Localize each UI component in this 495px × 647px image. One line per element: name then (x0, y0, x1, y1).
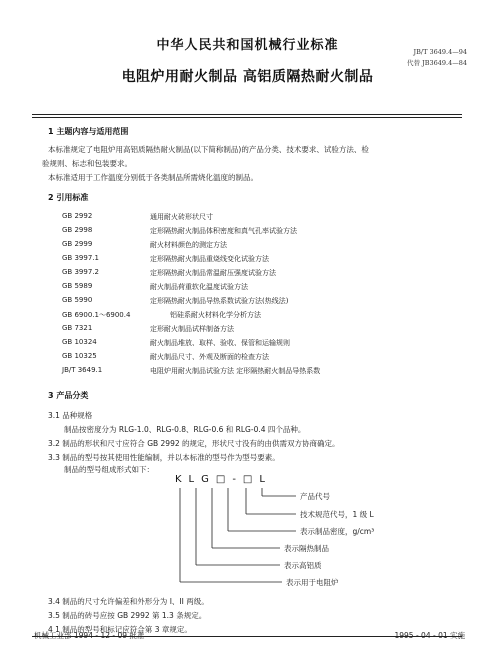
section-1-heading: 1 主题内容与适用范围 (48, 127, 129, 136)
ref-name: 通用耐火砖形状尺寸 (150, 213, 213, 221)
ref-code: GB 7321 (62, 324, 93, 332)
ref-code: GB 6900.1～6900.4 (62, 311, 131, 319)
clause-3-5: 3.5 制品的砖号应按 GB 2992 第 1.3 条规定。 (48, 611, 207, 620)
implementation-date: 1995 - 04 - 01 实施 (394, 631, 465, 640)
ref-code: GB 5990 (62, 296, 93, 304)
clause-3-1-text: 制品按密度分为 RLG-1.0、RLG-0.8、RLG-0.6 和 RLG-0.4 四个品种。 (64, 425, 306, 434)
ref-code: GB 5989 (62, 282, 93, 290)
replaces-standard: 代替 JB3649.4—84 (407, 59, 467, 67)
section-1-paragraph-2: 本标准适用于工作温度分别低于各类制品所需烧化温度的制品。 (48, 173, 258, 182)
section-1-paragraph-1-cont: 验规则、标志和包装要求。 (42, 159, 132, 168)
ref-name: 电阻炉用耐火制品试验方法 定形隔热耐火制品导热系数 (150, 367, 321, 375)
ref-name: 定形隔热耐火制品常温耐压强度试验方法 (150, 269, 276, 277)
section-3-heading: 3 产品分类 (48, 391, 89, 400)
label-product-code: 产品代号 (300, 492, 330, 501)
clause-3-3-form: 制品的型号组成形式如下： (64, 465, 154, 474)
section-1-paragraph-1: 本标准规定了电阻炉用高铝质隔热耐火制品(以下简称制品)的产品分类、技术要求、试验方法、检 (48, 145, 369, 154)
approval-note: 机械工业部 1994 - 12 - 09 批准 (34, 631, 145, 640)
issuing-organization: 中华人民共和国机械行业标准 (156, 38, 339, 53)
ref-name: 定形隔热耐火制品重烧线变化试验方法 (150, 255, 269, 263)
ref-code: GB 2999 (62, 240, 93, 248)
ref-code: GB 3997.1 (62, 254, 99, 262)
ref-code: GB 10324 (62, 338, 97, 346)
label-tech-spec: 技术规范代号，1 级 L (300, 510, 374, 519)
model-code: KLG□-□L (175, 474, 272, 485)
clause-4-1: 4 1 制品的型号和标记应符合第 3 章规定。 (48, 625, 192, 634)
ref-code: GB 2992 (62, 212, 93, 220)
label-resistance-furnace: 表示用于电阻炉 (286, 578, 339, 587)
label-high-alumina: 表示高铝质 (284, 561, 322, 570)
label-insulating: 表示隔热制品 (284, 544, 329, 553)
ref-code: JB/T 3649.1 (62, 366, 103, 374)
clause-3-1: 3.1 品种规格 (48, 411, 93, 420)
ref-name: 耐火制品堆放、取样、验收、保管和运输规则 (150, 339, 290, 347)
ref-name: 耐火制品尺寸、外观及断面的检查方法 (150, 353, 269, 361)
clause-3-4: 3.4 制品的尺寸允许偏差和外形分为 I、II 两级。 (48, 597, 209, 606)
ref-name: 定形耐火制品试样制备方法 (150, 325, 234, 333)
document-title: 电阻炉用耐火制品 高铝质隔热耐火制品 (121, 69, 374, 85)
ref-code: GB 2998 (62, 226, 93, 234)
ref-code: GB 3997.2 (62, 268, 99, 276)
clause-3-2: 3.2 制品的形状和尺寸应符合 GB 2992 的规定，形状尺寸没有的由供需双方协商确定。 (48, 439, 340, 448)
ref-name: 耐火制品荷重软化温度试验方法 (150, 283, 248, 291)
standard-number: JB/T 3649.4—94 (413, 48, 467, 56)
clause-3-3: 3.3 制品的型号按其使用性能编制，并以本标准的型号作为型号要素。 (48, 453, 280, 462)
ref-name: 铝硅系耐火材料化学分析方法 (170, 311, 261, 319)
ref-name: 耐火材料颜色的测定方法 (150, 241, 227, 249)
ref-code: GB 10325 (62, 352, 97, 360)
section-2-heading: 2 引用标准 (48, 193, 89, 202)
ref-name: 定形隔热耐火制品导热系数试验方法(热线法) (150, 297, 289, 305)
ref-name: 定形隔热耐火制品体积密度和真气孔率试验方法 (150, 227, 297, 235)
label-density: 表示制品密度，g/cm³ (300, 527, 375, 536)
